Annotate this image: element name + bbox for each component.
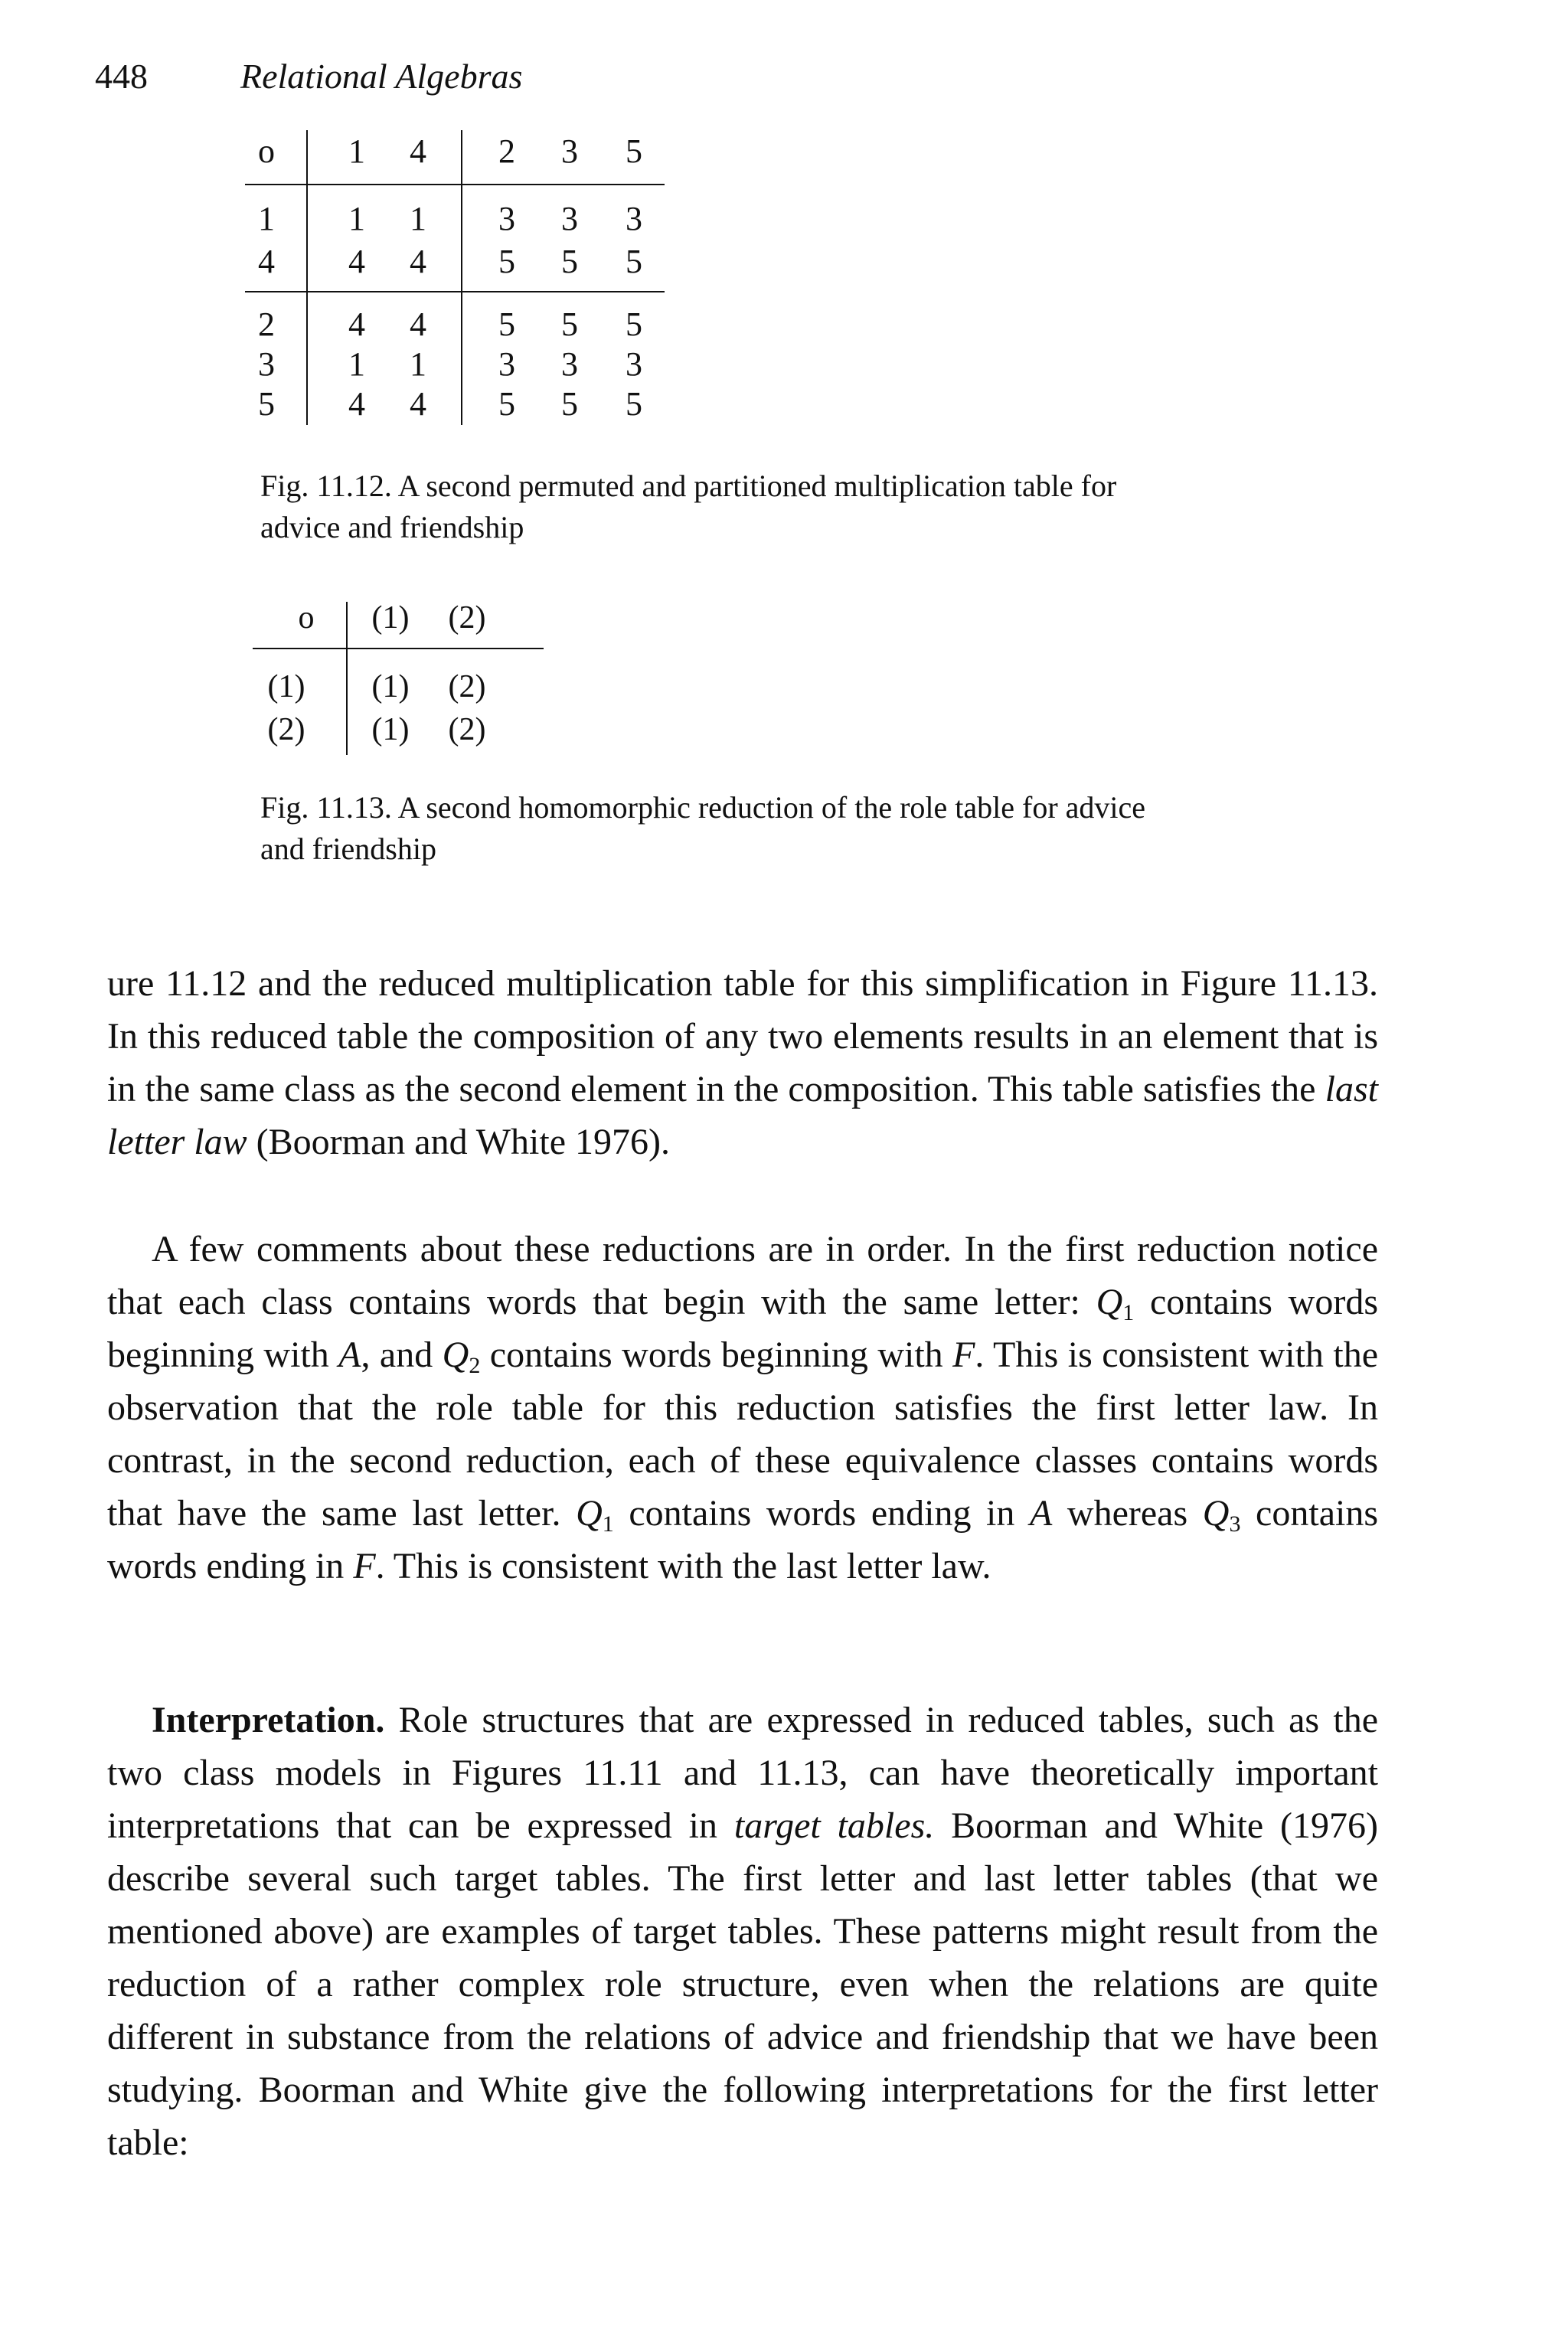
header-rule — [253, 648, 544, 649]
table-cell: 5 — [626, 305, 642, 343]
table-cell: 4 — [348, 385, 365, 423]
body-paragraph-2 — [107, 1223, 1378, 1593]
page-header — [95, 55, 522, 98]
table-operator: o — [298, 600, 315, 635]
table-cell: 3 — [626, 200, 642, 237]
row-label: 3 — [258, 345, 275, 383]
fig-11-13-table — [253, 597, 559, 773]
text-run: (Boorman and White 1976). — [247, 1122, 670, 1162]
text-run: contains words beginning with — [107, 1282, 1378, 1375]
body-paragraph-3 — [107, 1694, 1378, 2169]
text-run: Boorman and White (1976) describe several such target tables. The first letter and last letter tables (that we mentioned above) are examples of target tables. These patterns might result from the reduction of a rather complex role structure, even when the relations are quite different in substance from the relations of advice and friendship that we have been studying. Boorman and White give the following interpretations for the first letter table: — [107, 1805, 1378, 2163]
table-cell: 3 — [561, 200, 578, 237]
caption-line: and friendship — [260, 831, 436, 866]
table-cell: 1 — [348, 345, 365, 383]
page-number: 448 — [95, 57, 148, 96]
text-run: ure 11.12 and the reduced multiplication table for this simplification in Figure 11.13. In this reduced table the composition of any two elements results in an element that is in the same class as the second element in the composition. This table satisfies the — [107, 963, 1378, 1109]
table-cell: 4 — [410, 305, 426, 343]
fig-11-12-table — [245, 130, 674, 425]
text-run: . This is consistent with the last letter law. — [375, 1546, 991, 1586]
table-cell: 5 — [626, 243, 642, 280]
label-divider — [306, 130, 308, 425]
col-header: 5 — [626, 132, 642, 170]
subscript: 1 — [602, 1511, 614, 1537]
partition-divider — [461, 130, 462, 425]
math-symbol: F — [952, 1335, 975, 1375]
table-cell: 5 — [498, 243, 515, 280]
col-header: 3 — [561, 132, 578, 170]
running-title: Relational Algebras — [240, 57, 523, 96]
text-run: . This is consistent with the observation that the role table for this reduction satisfies the first letter law. In contrast, in the second reduction, each of these equivalence classes contains words that have the same last letter. — [107, 1335, 1379, 1534]
table-cell: 4 — [348, 243, 365, 280]
table-cell: 4 — [410, 385, 426, 423]
row-label: (1) — [267, 669, 305, 704]
caption-line: Fig. 11.12. A second permuted and partitioned multiplication table for — [260, 469, 1117, 503]
table-cell: (2) — [448, 712, 486, 747]
text-run: , and — [361, 1335, 443, 1375]
math-symbol: Q — [576, 1493, 603, 1534]
text-run: A few comments about these reductions are in order. In the first reduction notice that each class contains words that begin with the same letter: — [107, 1229, 1378, 1322]
table-cell: 3 — [561, 345, 578, 383]
text-run: contains words ending in — [107, 1493, 1379, 1586]
subscript: 2 — [469, 1353, 481, 1378]
table-cell: 5 — [626, 385, 642, 423]
table-cell: 3 — [498, 200, 515, 237]
subscript: 1 — [1122, 1300, 1135, 1325]
fig-11-13-caption — [260, 787, 1409, 870]
caption-line: advice and friendship — [260, 510, 524, 544]
row-label: 5 — [258, 385, 275, 423]
table-cell: (1) — [371, 669, 410, 704]
text-run: Role structures that are expressed in reduced tables, such as the two class models in Figures 11.11 and 11.13, can have theoretically important interpretations that can be expressed in — [107, 1700, 1378, 1846]
math-symbol: F — [353, 1546, 376, 1586]
text-run: contains words ending in — [613, 1493, 1030, 1534]
table-cell: (2) — [448, 669, 486, 704]
caption-line: Fig. 11.13. A second homomorphic reduction of the role table for advice — [260, 790, 1146, 825]
row-label: 4 — [258, 243, 275, 280]
table-cell: 4 — [348, 305, 365, 343]
table-cell: 5 — [561, 243, 578, 280]
table-cell: (1) — [371, 712, 410, 747]
math-symbol: Q — [1202, 1493, 1230, 1534]
table-cell: 5 — [561, 385, 578, 423]
col-header: 2 — [498, 132, 515, 170]
text-run: whereas — [1052, 1493, 1203, 1534]
row-label: 2 — [258, 305, 275, 343]
table-cell: 1 — [348, 200, 365, 237]
emphasis: target tables. — [733, 1805, 935, 1846]
emphasis: last letter law — [107, 1069, 1378, 1162]
label-divider — [346, 602, 348, 755]
table-cell: 1 — [410, 200, 426, 237]
col-header: 1 — [348, 132, 365, 170]
table-cell: 3 — [626, 345, 642, 383]
math-symbol: A — [1030, 1493, 1053, 1534]
col-header: 4 — [410, 132, 426, 170]
row-label: 1 — [258, 200, 275, 237]
header-rule — [245, 184, 665, 185]
col-header: (1) — [371, 600, 410, 635]
math-symbol: Q — [1096, 1282, 1123, 1322]
table-cell: 5 — [498, 385, 515, 423]
table-operator: o — [258, 132, 275, 170]
subscript: 3 — [1229, 1511, 1241, 1537]
math-symbol: A — [338, 1335, 361, 1375]
section-heading: Interpretation. — [152, 1700, 385, 1740]
math-symbol: Q — [442, 1335, 469, 1375]
col-header: (2) — [448, 600, 486, 635]
table-cell: 3 — [498, 345, 515, 383]
table-cell: 1 — [410, 345, 426, 383]
text-run: contains words beginning with — [480, 1335, 953, 1375]
partition-rule — [245, 291, 665, 292]
body-paragraph-1 — [107, 957, 1378, 1168]
table-cell: 5 — [561, 305, 578, 343]
fig-11-12-caption — [260, 466, 1409, 548]
row-label: (2) — [267, 712, 305, 747]
table-cell: 4 — [410, 243, 426, 280]
table-cell: 5 — [498, 305, 515, 343]
